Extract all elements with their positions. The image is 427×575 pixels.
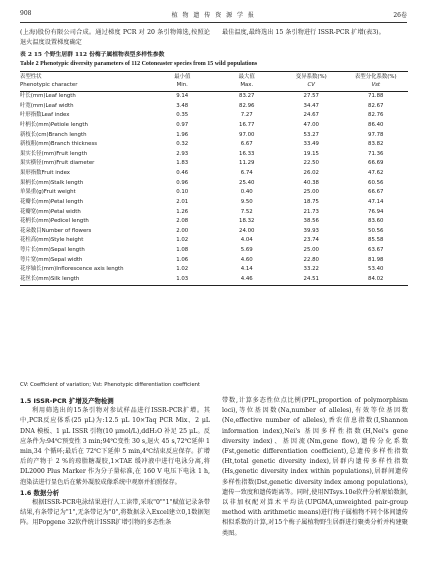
table-row	[20, 217, 408, 227]
value-cell: 3.48	[176, 102, 189, 109]
value-cell: 19.15	[303, 150, 319, 157]
value-cell: 1.02	[176, 237, 189, 244]
value-cell: 21.73	[303, 208, 319, 215]
value-cell: 26.02	[303, 170, 319, 176]
table-header-cn	[20, 72, 408, 82]
col-header: Phenotypic character	[20, 82, 150, 92]
value-cell: 4.04	[240, 237, 253, 244]
table-row	[20, 198, 408, 208]
trait-name-cell: 花丝长(mm)Silk length	[20, 275, 150, 285]
trait-name-cell: 果形指数Fruit index	[20, 170, 70, 176]
value-cell: 2.00	[176, 227, 189, 234]
value-cell: 27.57	[303, 93, 319, 99]
value-cell: 7.27	[240, 112, 253, 119]
value-cell: 4.60	[240, 256, 253, 263]
trait-name-cell: 单果重(g)Fruit weight	[20, 189, 76, 196]
trait-name-cell: 叶长(mm)Leaf length	[20, 93, 76, 99]
value-cell: 84.02	[344, 275, 409, 285]
value-cell: 7.52	[240, 208, 253, 215]
value-cell: 2.08	[176, 218, 189, 225]
section-1-6-body: 根据ISSR-PCR电泳结果进行人工读带,采取"0""1"赋值记录条带结果,有条带记为"1",无条带记为"0",将数据录入Excel建立0,1数据矩阵。用Popgene 32软件统计ISSR扩增引物的多态性条	[20, 499, 210, 527]
table-header-en	[20, 82, 408, 92]
running-header	[20, 10, 407, 23]
value-cell: 1.03	[150, 275, 215, 285]
trait-name-cell: 新枝粗(mm)Branch thickness	[20, 141, 98, 148]
phenotypic-diversity-table	[20, 71, 408, 286]
value-cell: 63.67	[368, 247, 384, 253]
value-cell: 33.49	[303, 141, 319, 148]
value-cell: 24.00	[239, 227, 255, 234]
value-cell: 9.50	[240, 198, 253, 205]
value-cell: 6.67	[240, 141, 253, 148]
col-header: Vst	[344, 82, 409, 92]
trait-name-cell: 果实横径(mm)Fruit diameter	[20, 160, 95, 167]
top-left-paragraph: (上海)股份有限公司合成。通过梯度 PCR 对 20 条引物筛选,按照论退火温度设置梯度确定	[20, 29, 210, 47]
value-cell: 9.14	[176, 93, 189, 99]
value-cell: 39.93	[303, 227, 319, 234]
table-row	[20, 150, 408, 160]
col-header: CV	[279, 82, 344, 92]
value-cell: 0.40	[240, 189, 253, 196]
value-cell: 86.40	[368, 121, 384, 128]
value-cell: 24.67	[303, 112, 319, 119]
section-heading-1-6: 1.6 数据分析	[20, 488, 60, 497]
value-cell: 0.46	[176, 170, 189, 176]
value-cell: 82.76	[368, 112, 384, 119]
table-row	[20, 275, 408, 285]
value-cell: 4.46	[215, 275, 280, 285]
section-1-5-body: 利用筛选出的15条引物对参试样品进行ISSR-PCR扩增。其中,PCR反应体系(25 μL)为:12.5 μL 10×Taq PCR Mix、2 μL DNA 模板、1 μL ISSR 引物(10 μmol/L),ddH₂O 补足 25 μL。反应条件为:94℃预变性 3 min;94℃变性 30 s,退火 45 s,72℃延伸 1 min,34 个循环;最后在 72℃下延伸 5 min,4℃结束反应保存。扩增后的产物于 2 %的琼脂糖凝胶,1×TAE 缓冲液中进行电泳分离,将 DL2000 Plus Marker 作为分子量标准,在 160 V 电压下电泳 1 h,泡染法进行显色后在紫外凝胶成像系统中观察并拍照保存。	[20, 407, 210, 486]
value-cell: 22.80	[303, 256, 319, 263]
trait-name-cell: 花序轴长(mm)Inflorescence axis length	[20, 266, 124, 273]
trait-name-cell: 萼片宽(mm)Sepal width	[20, 256, 83, 263]
col-header: 表型分化系数(%)	[344, 72, 409, 82]
value-cell: 6.74	[240, 170, 253, 176]
value-cell: 18.32	[239, 218, 255, 225]
table-caption-en: Table 2 Phenotypic diversity parameters of 112 Cotoneaster species from 15 wild populations	[20, 61, 258, 67]
page-number: 908	[20, 10, 32, 17]
trait-name-cell: 果实长径(mm)Fruit length	[20, 150, 88, 157]
trait-name-cell: 花柄长(mm)Pedicel length	[20, 218, 89, 225]
value-cell: 2.01	[176, 198, 189, 205]
value-cell: 33.22	[303, 266, 319, 273]
value-cell: 1.83	[176, 160, 189, 167]
value-cell: 11.29	[239, 160, 255, 167]
value-cell: 82.96	[239, 102, 255, 109]
table-caption	[20, 51, 408, 69]
table-row	[20, 92, 408, 102]
section-heading-1-5: 1.5 ISSR-PCR 扩增及产物检测	[20, 397, 114, 405]
table-row	[20, 265, 408, 275]
value-cell: 47.62	[368, 170, 384, 176]
table-row	[20, 188, 408, 198]
value-cell: 47.14	[368, 198, 384, 205]
value-cell: 22.50	[303, 160, 319, 167]
value-cell: 1.06	[176, 256, 189, 263]
trait-name-cell: 果柄长(mm)Stalk length	[20, 179, 84, 186]
value-cell: 0.10	[176, 189, 189, 196]
value-cell: 97.78	[368, 131, 384, 138]
table-row	[20, 159, 408, 169]
trait-name-cell: 花瓣长(mm)Petal length	[20, 198, 84, 205]
value-cell: 60.56	[368, 179, 384, 186]
value-cell: 1.26	[176, 208, 189, 215]
value-cell: 40.38	[303, 179, 319, 186]
trait-name-cell: 新枝长(cm)Branch length	[20, 131, 87, 138]
trait-name-cell: 萼片长(mm)Sepal length	[20, 247, 85, 253]
table-row	[20, 102, 408, 112]
table-row	[20, 227, 408, 237]
value-cell: 0.96	[176, 179, 189, 186]
table-row	[20, 256, 408, 266]
trait-name-cell: 花瓣宽(mm)Petal width	[20, 208, 81, 215]
col-header: 表型性状	[20, 72, 150, 82]
value-cell: 53.27	[303, 131, 319, 138]
value-cell: 66.69	[368, 160, 384, 167]
value-cell: 1.08	[176, 247, 189, 253]
table-row	[20, 111, 408, 121]
value-cell: 50.56	[368, 227, 384, 234]
table-row	[20, 179, 408, 189]
value-cell: 1.96	[176, 131, 189, 138]
value-cell: 25.00	[303, 189, 319, 196]
value-cell: 82.67	[368, 102, 384, 109]
table-caption-cn: 表 2 15 个野生居群 112 份梅子属植物表型多样性参数	[20, 52, 165, 58]
value-cell: 71.36	[368, 150, 384, 157]
value-cell: 4.14	[240, 266, 253, 273]
value-cell: 66.67	[368, 189, 384, 196]
value-cell: 18.75	[303, 198, 319, 205]
value-cell: 71.88	[368, 93, 384, 99]
value-cell: 0.32	[176, 141, 189, 148]
value-cell: 83.60	[368, 218, 384, 225]
value-cell: 97.00	[239, 131, 255, 138]
value-cell: 16.77	[239, 121, 255, 128]
value-cell: 47.00	[303, 121, 319, 128]
table-note: CV: Coefficient of variation; Vst: Phenotypic differentiation coefficient	[20, 382, 200, 388]
value-cell: 0.97	[176, 121, 189, 128]
value-cell: 25.40	[239, 179, 255, 186]
value-cell: 81.98	[368, 256, 384, 263]
col-header: 最小值	[150, 72, 215, 82]
value-cell: 1.02	[176, 266, 189, 273]
trait-name-cell: 叶形指数Leaf index	[20, 112, 70, 119]
value-cell: 5.69	[240, 247, 253, 253]
right-column-body: 带数,计算多态性位点比例(PPL,proportion of polymorphism loci),等位基因数(Na,number of alleles),有效等位基因数(Ne,effective number of alleles),香农信息指数(I,Shannon information index),Nei's 基因多样性指数(H,Nei's gene diversity index)、基因流(Nm,gene flow),遗传分化系数(Fst,genetic differentiation coefficient),总遗传多样性指数(Ht,total genetic diversity index),居群内遗传多样性指数(Hs,genetic diversity index within populations),居群间遗传多样性指数(Dst,genetic diversity index among populations),遗传一致度和遗传距离等。同时,使用NTsys.10e软件分析原始数据,以非加权配对算术平均法(UPGMA,unweighted pair-group method with arithmetic means)进行梅子属植物不同个体间遗传相似系数的计算,对15个梅子属植物野生居群进行聚类分析并构建聚类图。	[222, 397, 408, 537]
value-cell: 83.82	[368, 141, 384, 148]
trait-name-cell: 叶宽(mm)Leaf width	[20, 102, 74, 109]
value-cell: 85.58	[368, 237, 384, 244]
table-row	[20, 121, 408, 131]
value-cell: 34.47	[303, 102, 319, 109]
value-cell: 53.40	[368, 266, 384, 273]
trait-name-cell: 花柱高(mm)Style height	[20, 237, 84, 244]
trait-name-cell: 叶柄长(mm)Petiole length	[20, 121, 88, 128]
volume-label: 26卷	[393, 12, 407, 19]
value-cell: 24.51	[279, 275, 344, 285]
table-row	[20, 246, 408, 256]
journal-title: 植 物 遗 传 资 源 学 报	[171, 12, 256, 19]
col-header: 变异系数(%)	[279, 72, 344, 82]
value-cell: 25.00	[303, 247, 319, 253]
table-row	[20, 131, 408, 141]
table-row	[20, 208, 408, 218]
table-row	[20, 236, 408, 246]
value-cell: 0.35	[176, 112, 189, 119]
value-cell: 76.94	[368, 208, 384, 215]
col-header: Min.	[150, 82, 215, 92]
value-cell: 83.27	[239, 93, 255, 99]
value-cell: 38.56	[303, 218, 319, 225]
left-column-sections	[20, 396, 210, 529]
value-cell: 23.74	[303, 237, 319, 244]
value-cell: 16.33	[239, 150, 255, 157]
table-row	[20, 169, 408, 179]
col-header: Max.	[215, 82, 280, 92]
value-cell: 2.93	[176, 150, 189, 157]
trait-name-cell: 花朵数目Number of flowers	[20, 227, 92, 234]
table-row	[20, 140, 408, 150]
top-right-paragraph: 最佳温度,最终选出 15 条引物进行 ISSR-PCR 扩增(表3)。	[222, 29, 385, 36]
col-header: 最大值	[215, 72, 280, 82]
